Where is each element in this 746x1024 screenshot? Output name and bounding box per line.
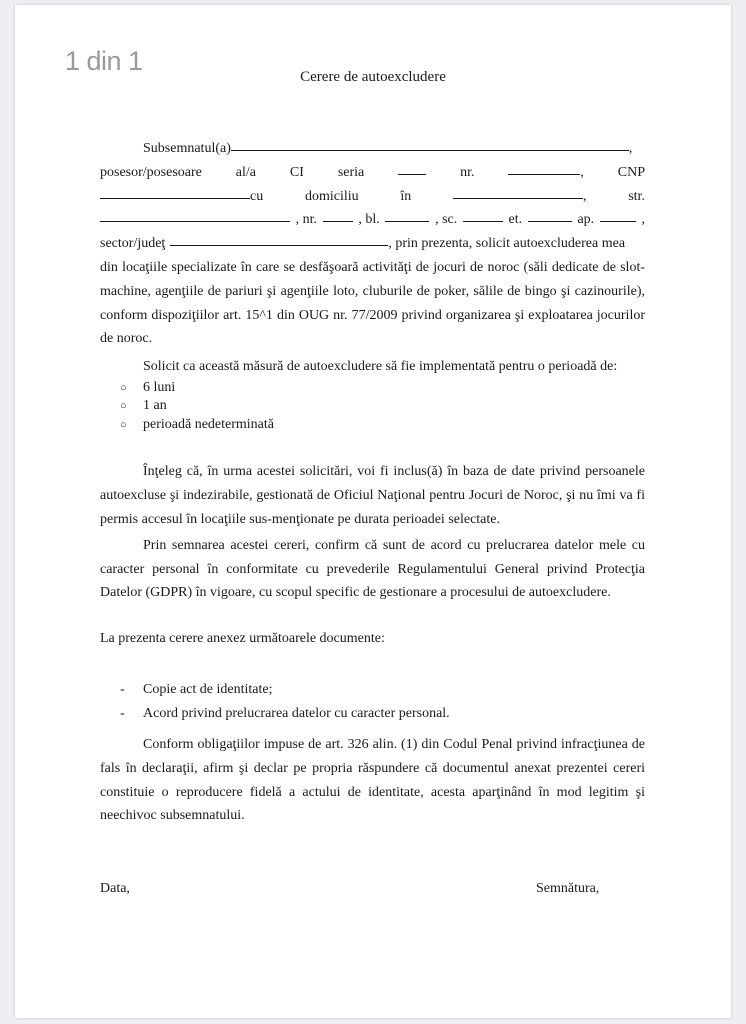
spacer	[100, 605, 645, 627]
street-number-label: , nr.	[295, 212, 318, 228]
apartment-comma: ,	[641, 212, 645, 228]
street-number-field[interactable]	[323, 208, 353, 222]
signature-label: Semnătura,	[536, 881, 600, 896]
period-option[interactable]	[100, 379, 645, 398]
city-group	[453, 185, 587, 209]
city-comma: ,	[582, 188, 587, 204]
series-field[interactable]	[398, 161, 426, 175]
street-label: str.	[628, 188, 645, 204]
floor-field[interactable]	[528, 208, 572, 222]
period-option-label: 6 luni	[143, 379, 176, 395]
page-counter: 1 din 1	[65, 46, 143, 76]
document-title: Cerere de autoexcludere	[300, 69, 446, 85]
owner-label: posesor/posesoare	[100, 164, 202, 180]
form-line-county	[100, 232, 645, 256]
spacer	[100, 651, 645, 678]
period-option-label: perioadă nedeterminată	[143, 416, 274, 432]
block-label: , bl.	[358, 212, 380, 228]
city-field[interactable]	[453, 185, 583, 199]
period-options	[100, 379, 645, 435]
annex-item-label: Copie act de identitate;	[143, 682, 273, 698]
form-line-id	[100, 161, 645, 185]
ci-label: CI	[289, 164, 304, 180]
radio-circle-icon[interactable]: ○	[120, 400, 127, 413]
street-field[interactable]	[100, 208, 290, 222]
document-page	[15, 5, 731, 1018]
floor-label: et.	[508, 212, 523, 228]
name-label: Subsemnatul(a)	[143, 141, 231, 156]
radio-circle-icon[interactable]: ○	[120, 381, 127, 394]
block-field[interactable]	[385, 208, 429, 222]
annex-intro: La prezenta cerere anexez următoarele documente:	[100, 631, 385, 647]
staircase-label: , sc.	[435, 212, 458, 228]
cnp-label: CNP	[617, 164, 645, 180]
paragraph-declaration: Conform obligaţiilor impuse de art. 326 alin. (1) din Codul Penal privind infracţiunea de fals în declaraţii, afirm şi declar pe propria răspundere că documentul anexat prezentei cereri constituie o reproducere fidelă a actului de identitate, acesta aparţinând în mod legitim şi neechivoc subsemnatului.	[100, 737, 645, 824]
paragraph-locations: din locaţiile specializate în care se desfăşoară activităţi de jocuri de noroc (săli dedicate de slot-machine, agenţiile de pariuri şi agenţiile loto, cluburile de poker, sălile de bingo şi cazinourile), conform dispoziţiilor art. 15^1 din OUG nr. 77/2009 privind organizarea şi exploatarea jocurilor de noroc.	[100, 259, 645, 347]
annex-item-label: Acord privind prelucrarea datelor cu caracter personal.	[143, 706, 450, 722]
name-end: ,	[628, 141, 633, 156]
form-line-name	[100, 137, 645, 161]
apartment-field[interactable]	[600, 208, 636, 222]
period-option[interactable]	[100, 397, 645, 416]
name-field[interactable]	[231, 137, 629, 151]
period-option-label: 1 an	[143, 398, 167, 414]
paragraph-gdpr: Prin semnarea acestei cereri, confirm că sunt de acord cu prelucrarea datelor mele cu caracter personal în conformitate cu prevederile Regulamentului General privind Protecţia Datelor (GDPR) în vigoare, cu scopul specific de gestionare a procesului de autoexcludere.	[100, 537, 645, 601]
of-label: al/a	[235, 164, 256, 180]
spacer	[100, 434, 645, 460]
form-line-street	[100, 208, 645, 232]
form-line-address	[100, 185, 645, 209]
cnp-group	[100, 185, 263, 209]
dash-bullet-icon: -	[120, 706, 125, 722]
number-group	[508, 161, 584, 185]
apartment-label: ap.	[577, 212, 595, 228]
in-label: în	[400, 188, 412, 204]
number-comma: ,	[580, 164, 584, 180]
period-option[interactable]	[100, 416, 645, 435]
county-end: , prin prezenta, solicit autoexcluderea mea	[388, 236, 626, 252]
with-label: cu	[250, 188, 264, 204]
number-label: nr.	[460, 164, 475, 180]
staircase-field[interactable]	[463, 208, 503, 222]
county-field[interactable]	[170, 232, 388, 246]
annex-item	[100, 678, 645, 702]
annex-item	[100, 702, 645, 726]
number-field[interactable]	[508, 161, 580, 175]
annex-list	[100, 678, 645, 726]
indent-space	[100, 137, 143, 161]
series-label: seria	[337, 164, 365, 180]
paragraph-database: Înţeleg că, în urma acestei solicitări, voi fi inclus(ă) în baza de date privind persoanele autoexcluse şi indezirabile, gestionată de Oficiul Naţional pentru Jocuri de Noroc, şi nu îmi va fi permis accesul în locaţiile sus-menţionate pe durata perioadei selectate.	[100, 464, 645, 528]
spacer	[100, 726, 645, 733]
county-label: sector/judeţ	[100, 236, 166, 252]
period-intro: Solicit ca această măsură de autoexcludere să fie implementată pentru o perioadă de:	[143, 359, 618, 375]
radio-circle-icon[interactable]: ○	[120, 418, 127, 431]
domicile-label: domiciliu	[304, 188, 359, 204]
cnp-field[interactable]	[100, 185, 250, 199]
date-label: Data,	[100, 881, 130, 896]
dash-bullet-icon: -	[120, 682, 125, 698]
document-body	[100, 137, 645, 828]
